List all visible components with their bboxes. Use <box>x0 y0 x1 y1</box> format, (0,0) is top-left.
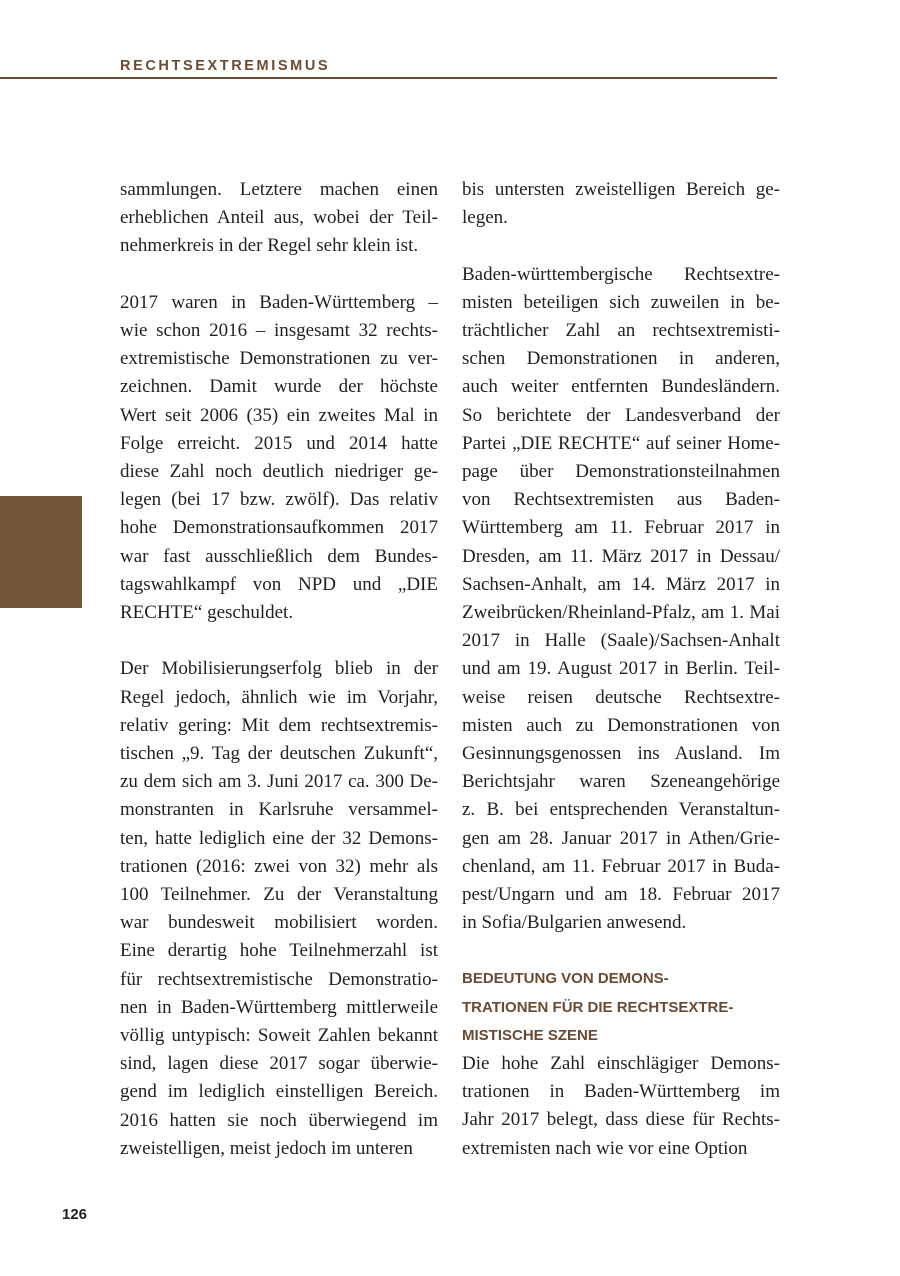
text-line: z. B. bei entsprechenden Veranstaltun- <box>462 799 780 821</box>
text-line: nen in Baden-Württemberg mittlerweile <box>120 996 438 1018</box>
text-line: Sachsen-Anhalt, am 14. März 2017 in <box>462 573 780 595</box>
header-rule <box>0 77 777 79</box>
text-line: Die hohe Zahl einschlägiger Demons- <box>462 1053 780 1075</box>
text-line: trationen in Baden-Württemberg im <box>462 1081 780 1103</box>
text-line: Dresden, am 11. März 2017 in Dessau/ <box>462 545 780 567</box>
text-line: misten beteiligen sich zuweilen in be- <box>462 291 780 313</box>
text-line: chenland, am 11. Februar 2017 in Buda- <box>462 855 780 877</box>
heading-line: MISTISCHE SZENE <box>462 1026 598 1044</box>
text-line: gend im lediglich einstelligen Bereich. <box>120 1081 438 1103</box>
text-line: für rechtsextremistische Demonstratio- <box>120 968 438 990</box>
text-line: Württemberg am 11. Februar 2017 in <box>462 517 780 539</box>
text-line: Baden-württembergische Rechtsextre- <box>462 263 780 285</box>
text-line: trationen (2016: zwei von 32) mehr als <box>120 855 438 877</box>
text-line: bis untersten zweistelligen Bereich ge- <box>462 179 780 200</box>
text-line: schen Demonstrationen in anderen, <box>462 348 780 370</box>
paragraph <box>462 176 780 232</box>
text-line: relativ gering: Mit dem rechtsextremis- <box>120 714 438 736</box>
text-line: hohe Demonstrationsaufkommen 2017 <box>120 517 438 539</box>
text-line: page über Demonstrationsteilnahmen <box>462 461 780 483</box>
text-line: trächtlicher Zahl an rechtsextremisti- <box>462 320 780 341</box>
text-line: auch weiter entfernten Bundesländern. <box>462 376 780 398</box>
text-line: Zweibrücken/Rheinland-Pfalz, am 1. Mai <box>462 602 780 624</box>
text-line: zweistelligen, meist jedoch im unteren <box>120 1137 413 1159</box>
text-line: weise reisen deutsche Rechtsextre- <box>462 686 780 708</box>
left-column <box>120 176 438 1163</box>
paragraph <box>120 176 438 261</box>
text-line: misten auch zu Demonstrationen von <box>462 714 780 736</box>
running-header: RECHTSEXTREMISMUS <box>120 58 331 74</box>
text-line: Eine derartig hohe Teilnehmerzahl ist <box>120 940 438 962</box>
text-line: völlig untypisch: Soweit Zahlen bekannt <box>120 1025 438 1047</box>
text-line: 100 Teilnehmer. Zu der Veranstaltung <box>120 884 438 906</box>
text-line: legen. <box>462 207 508 229</box>
text-line: extremisten nach wie vor eine Option <box>462 1137 748 1159</box>
text-line: 2017 waren in Baden-Württemberg – <box>120 291 438 313</box>
text-line: wie schon 2016 – insgesamt 32 rechts- <box>120 320 438 341</box>
text-line: sammlungen. Letztere machen einen <box>120 179 438 200</box>
text-line: Partei „DIE RECHTE“ auf seiner Home- <box>462 432 780 454</box>
paragraph <box>462 261 780 938</box>
text-line: monstranten in Karlsruhe versammel- <box>120 799 438 821</box>
text-line: Berichtsjahr waren Szeneangehörige <box>462 771 780 793</box>
text-line: war fast ausschließlich dem Bundes- <box>120 545 438 567</box>
page-number: 126 <box>62 1206 88 1223</box>
text-line: sind, lagen diese 2017 sogar überwie- <box>120 1053 438 1075</box>
text-line: RECHTE“ geschuldet. <box>120 602 294 624</box>
text-line: war bundesweit mobilisiert worden. <box>120 912 438 934</box>
text-line: von Rechtsextremisten aus Baden- <box>462 489 780 511</box>
heading-line: TRATIONEN FÜR DIE RECHTSEXTRE- <box>462 998 734 1016</box>
text-line: in Sofia/Bulgarien anwesend. <box>462 912 687 934</box>
text-line: und am 19. August 2017 in Berlin. Teil- <box>462 658 780 680</box>
paragraph <box>462 1050 780 1163</box>
text-line: 2016 hatten sie noch überwiegend im <box>120 1109 438 1131</box>
text-line: Der Mobilisierungserfolg blieb in der <box>120 658 438 680</box>
text-line: legen (bei 17 bzw. zwölf). Das relativ <box>120 489 438 511</box>
text-line: tagswahlkampf von NPD und „DIE <box>120 573 438 595</box>
text-line: zu dem sich am 3. Juni 2017 ca. 300 De- <box>120 771 438 793</box>
text-line: pest/Ungarn und am 18. Februar 2017 <box>462 884 780 906</box>
paragraph <box>120 289 438 627</box>
text-line: gen am 28. Januar 2017 in Athen/Grie- <box>462 827 780 849</box>
text-line: Folge erreicht. 2015 und 2014 hatte <box>120 432 438 454</box>
text-line: So berichtete der Landesverband der <box>462 404 780 426</box>
text-line: Wert seit 2006 (35) ein zweites Mal in <box>120 404 438 426</box>
text-line: erheblichen Anteil aus, wobei der Teil- <box>120 207 438 229</box>
text-line: Regel jedoch, ähnlich wie im Vorjahr, <box>120 686 438 708</box>
right-column <box>462 176 780 1163</box>
text-line: ten, hatte lediglich eine der 32 Demons- <box>120 827 438 849</box>
chapter-side-tab <box>0 496 82 608</box>
text-line: 2017 in Halle (Saale)/Sachsen-Anhalt <box>462 630 780 652</box>
paragraph <box>120 655 438 1163</box>
heading-line: BEDEUTUNG VON DEMONS- <box>462 970 669 988</box>
text-line: diese Zahl noch deutlich niedriger ge- <box>120 461 438 483</box>
text-line: Gesinnungsgenossen ins Ausland. Im <box>462 743 780 765</box>
section-heading <box>462 965 780 1050</box>
text-line: extremistische Demonstrationen zu ver- <box>120 348 438 370</box>
text-line: tischen „9. Tag der deutschen Zukunft“, <box>120 743 438 765</box>
text-line: nehmerkreis in der Regel sehr klein ist. <box>120 235 419 257</box>
text-line: Jahr 2017 belegt, dass diese für Rechts- <box>462 1109 780 1131</box>
text-line: zeichnen. Damit wurde der höchste <box>120 376 438 398</box>
